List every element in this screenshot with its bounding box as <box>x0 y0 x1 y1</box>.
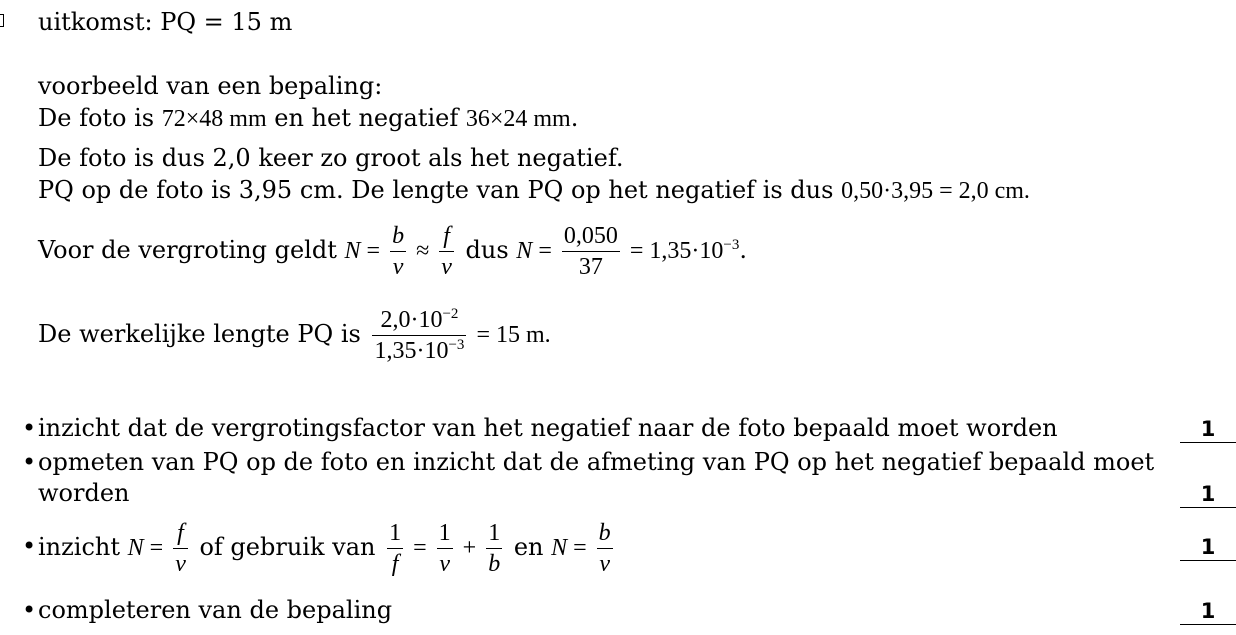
criterion-item <box>0 448 1236 510</box>
magnification-text: Voor de vergroting geldt <box>38 236 345 264</box>
ratio-line: De foto is dus 2,0 keer zo groot als het negatief. <box>38 144 624 172</box>
fraction-denominator <box>372 335 466 366</box>
fraction-1-over-b <box>486 518 502 579</box>
real-length-line <box>38 302 551 367</box>
example-heading: voorbeeld van een bepaling: <box>38 72 383 100</box>
exponent: −3 <box>448 337 465 353</box>
score-points: 1 <box>1180 481 1236 508</box>
fraction-numerator: 1 <box>488 520 501 546</box>
criterion-text: of gebruik van <box>191 533 384 561</box>
fraction-denominator: v <box>437 548 453 579</box>
bullet: • <box>22 414 37 442</box>
criterion-item <box>0 596 1236 626</box>
result-line: uitkomst: PQ = 15 m <box>38 8 293 36</box>
magnification-result: = 1,35·10 <box>623 238 724 264</box>
fraction-denominator: v <box>597 548 613 579</box>
fraction-b-over-v <box>597 518 613 579</box>
criterion-formula <box>38 514 617 581</box>
fraction-denominator: b <box>486 548 502 579</box>
fraction-numerator: f <box>443 223 450 249</box>
fraction-value <box>562 221 620 282</box>
photo-size-value: 72×48 mm <box>161 106 267 132</box>
period: . <box>739 236 747 264</box>
symbol-n: N <box>127 535 144 561</box>
photo-size-period: . <box>570 104 579 132</box>
dus-text: dus <box>457 236 517 264</box>
criterion-text: opmeten van PQ op de foto en inzicht dat de afmeting van PQ op het negatief bepaald moet <box>38 448 1155 476</box>
fraction-numerator: f <box>177 520 184 546</box>
magnification-line <box>38 218 747 283</box>
symbol-n: N <box>344 238 361 264</box>
fraction-numerator: 1 <box>389 520 402 546</box>
fraction-denominator: f <box>387 548 403 579</box>
fraction-numerator <box>372 305 466 335</box>
equals-sign: = <box>360 238 387 264</box>
bullet: • <box>22 448 37 476</box>
exponent: −3 <box>723 237 740 253</box>
fraction-numerator: b <box>598 520 611 546</box>
pq-text: PQ op de foto is 3,95 cm. De lengte van PQ op het negatief is dus <box>38 176 842 204</box>
fraction-f-over-v <box>173 518 188 579</box>
score-points: 1 <box>1180 416 1236 443</box>
bullet: • <box>22 596 37 624</box>
fraction-denominator: v <box>439 251 454 282</box>
real-length-text: De werkelijke lengte PQ is <box>38 320 369 348</box>
negative-size-value: 36×24 mm <box>465 106 571 132</box>
criterion-text-continued: worden <box>38 479 130 507</box>
plus-sign: + <box>456 535 483 561</box>
equals-sign: = <box>532 238 558 264</box>
score-points: 1 <box>1180 598 1236 625</box>
criterion-item <box>0 414 1236 444</box>
fraction-b-over-v <box>390 221 406 282</box>
fraction-1-over-v <box>437 518 453 579</box>
fraction-denominator: 37 <box>562 251 620 282</box>
fraction-denominator: v <box>173 548 188 579</box>
symbol-n: N <box>516 238 533 264</box>
fraction-denominator: v <box>390 251 406 282</box>
criterion-text: inzicht dat de vergrotingsfactor van het negatief naar de foto bepaald moet worden <box>38 414 1058 442</box>
photo-size-line <box>38 104 578 133</box>
negative-size-text: en het negatief <box>266 104 466 132</box>
equals-sign: = <box>143 535 170 561</box>
photo-size-text: De foto is <box>38 104 162 132</box>
score-points: 1 <box>1180 534 1236 561</box>
equals-sign: = <box>407 535 433 561</box>
bullet: • <box>22 532 37 560</box>
criterion-text: completeren van de bepaling <box>38 596 393 624</box>
pq-line <box>38 176 1030 205</box>
criterion-text: en <box>506 533 552 561</box>
fraction-f-over-v <box>439 221 454 282</box>
exponent: −2 <box>442 306 459 322</box>
fraction-numerator: 1 <box>438 520 451 546</box>
equals-sign: = <box>567 535 593 561</box>
approx-sign: ≈ <box>410 238 436 264</box>
criterion-text: inzicht <box>38 533 128 561</box>
numerator-base: 2,0·10 <box>380 307 443 333</box>
checkbox-icon <box>0 14 4 27</box>
symbol-n: N <box>551 535 568 561</box>
pq-calculation: 0,50·3,95 = 2,0 cm. <box>841 178 1030 204</box>
criterion-item <box>0 514 1236 580</box>
fraction-numerator: 0,050 <box>563 223 618 249</box>
fraction-numerator: b <box>392 223 405 249</box>
real-length-result: = 15 m. <box>470 322 551 348</box>
fraction-real-length <box>372 305 466 366</box>
fraction-1-over-f <box>387 518 403 579</box>
denominator-base: 1,35·10 <box>374 338 449 364</box>
